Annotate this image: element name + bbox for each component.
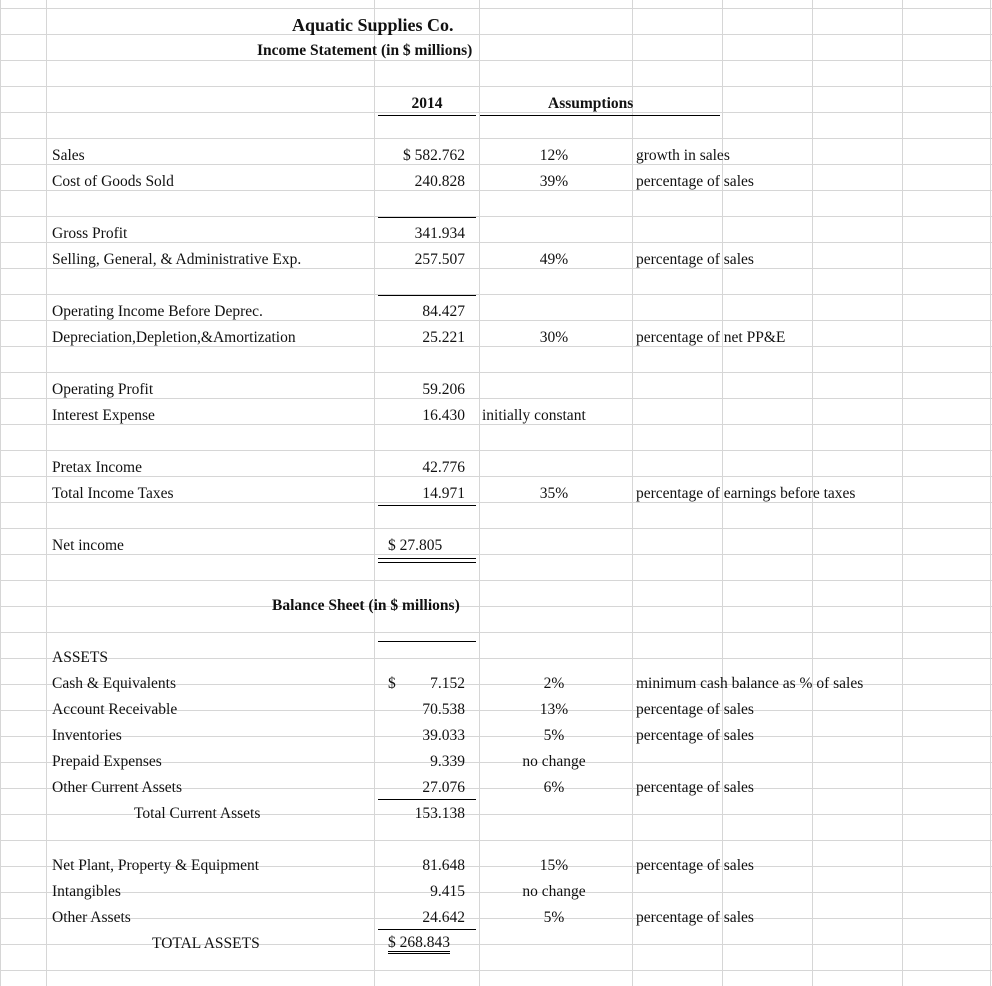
row-assumption: 15%: [539, 857, 569, 874]
assumptions-header: Assumptions: [548, 95, 634, 112]
balance-sheet-rule: [378, 641, 476, 642]
row-label: Other Current Assets: [52, 779, 183, 796]
row-value: 9.415: [430, 883, 465, 900]
row-label: Other Assets: [52, 909, 131, 926]
row-note: percentage of sales: [636, 173, 754, 190]
row-label: Inventories: [52, 727, 122, 744]
row-value: 240.828: [414, 173, 465, 190]
subtotal-rule: [378, 505, 476, 506]
row-value: 9.339: [430, 753, 465, 770]
row-assumption: 35%: [539, 485, 569, 502]
row-value: 81.648: [422, 857, 465, 874]
row-value: 70.538: [422, 701, 465, 718]
subtotal-rule: [378, 799, 476, 800]
row-label: Total Current Assets: [134, 805, 261, 822]
row-value: 7.152: [430, 675, 465, 692]
row-value: $ 582.762: [403, 147, 465, 164]
row-value: $ 268.843: [388, 935, 450, 954]
row-value: $ 27.805: [388, 537, 443, 554]
row-value: 25.221: [422, 329, 465, 346]
row-assumption: initially constant: [482, 407, 586, 424]
row-assumption: 49%: [539, 251, 569, 268]
row-note: percentage of net PP&E: [636, 329, 786, 346]
row-assumption: 39%: [539, 173, 569, 190]
row-note: percentage of sales: [636, 727, 754, 744]
net-income-double-rule: [378, 558, 476, 563]
row-value: 153.138: [414, 805, 465, 822]
company-name: Aquatic Supplies Co.: [292, 15, 454, 35]
row-label: Selling, General, & Administrative Exp.: [52, 251, 302, 268]
row-value: 39.033: [422, 727, 465, 744]
row-note: percentage of sales: [636, 857, 754, 874]
row-value: 341.934: [414, 225, 465, 242]
balance-sheet-title: Balance Sheet (in $ millions): [272, 597, 460, 614]
row-assumption: no change: [522, 883, 586, 900]
row-note: percentage of sales: [636, 251, 754, 268]
row-label: Gross Profit: [52, 225, 128, 242]
year-header: 2014: [411, 95, 443, 112]
assumptions-header-underline: [480, 115, 720, 116]
row-note: growth in sales: [636, 147, 730, 164]
row-label: Account Receivable: [52, 701, 178, 718]
row-label: TOTAL ASSETS: [152, 935, 260, 952]
row-label: Depreciation,Depletion,&Amortization: [52, 329, 296, 346]
row-value: 14.971: [422, 485, 465, 502]
subtotal-rule: [378, 217, 476, 218]
row-label: Cash & Equivalents: [52, 675, 176, 692]
row-value: 59.206: [422, 381, 465, 398]
row-label: Operating Profit: [52, 381, 154, 398]
row-label: Pretax Income: [52, 459, 142, 476]
row-label: Interest Expense: [52, 407, 155, 424]
row-label: Operating Income Before Deprec.: [52, 303, 263, 320]
row-note: percentage of sales: [636, 701, 754, 718]
income-statement-title: Income Statement (in $ millions): [257, 42, 473, 59]
row-assumption: 5%: [543, 909, 565, 926]
row-label: Prepaid Expenses: [52, 753, 162, 770]
row-assumption: 6%: [543, 779, 565, 796]
row-label: Net Plant, Property & Equipment: [52, 857, 260, 874]
subtotal-rule: [378, 929, 476, 930]
row-note: minimum cash balance as % of sales: [636, 675, 864, 692]
row-value: 24.642: [422, 909, 465, 926]
row-label: Sales: [52, 147, 85, 164]
row-assumption: 12%: [539, 147, 569, 164]
row-value: 16.430: [422, 407, 465, 424]
subtotal-rule: [378, 295, 476, 296]
row-note: percentage of earnings before taxes: [636, 485, 856, 502]
row-label: Total Income Taxes: [52, 485, 174, 502]
row-label: Net income: [52, 537, 124, 554]
row-note: percentage of sales: [636, 779, 754, 796]
row-value: 257.507: [414, 251, 465, 268]
row-assumption: 2%: [543, 675, 565, 692]
year-header-underline: [378, 115, 476, 116]
row-currency: $: [388, 675, 396, 692]
row-value: 84.427: [422, 303, 465, 320]
row-assumption: no change: [522, 753, 586, 770]
row-value: 42.776: [422, 459, 465, 476]
row-label: Intangibles: [52, 883, 121, 900]
row-note: percentage of sales: [636, 909, 754, 926]
row-label: Cost of Goods Sold: [52, 173, 174, 190]
row-assumption: 13%: [539, 701, 569, 718]
row-value: 27.076: [422, 779, 465, 796]
assets-heading: ASSETS: [52, 649, 108, 666]
row-assumption: 5%: [543, 727, 565, 744]
row-assumption: 30%: [539, 329, 569, 346]
